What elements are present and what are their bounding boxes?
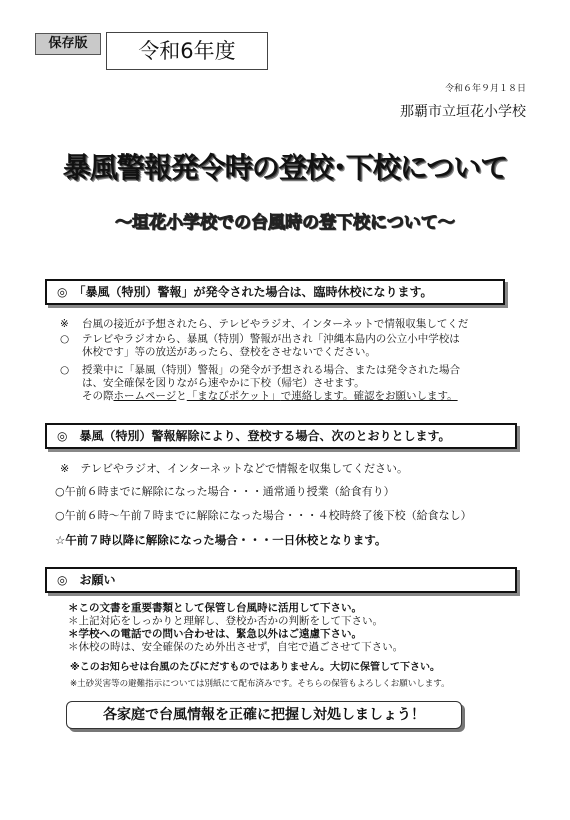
sub-title: ～垣花小学校での台風時の登下校について～ <box>115 213 455 233</box>
section-heading-closure: ◎ 「暴風（特別）警報」が発令された場合は、臨時休校になります。 <box>45 279 505 305</box>
request-item: ＊学校への電話での問い合わせは、緊急以外はご遠慮下さい。 <box>68 628 362 640</box>
list-mark: ○ <box>60 333 70 345</box>
case-item: ○午前６時～午前７時までに解除になった場合・・・４校時終了後下校（給食なし） <box>55 509 472 522</box>
list-item <box>60 364 460 403</box>
list-item <box>60 318 530 331</box>
notice-date: 令和６年９月１８日 <box>444 84 526 94</box>
keep-note: ※このお知らせは台風のたびにだすものではありません。大切に保管して下さい。 <box>70 662 441 673</box>
contact-prefix: その際 <box>82 390 114 402</box>
list-text-cont: 休校です」等の放送があったら、登校をさせないでください。 <box>82 346 376 358</box>
request-item: ＊この文書を重要書類として保管し台風時に活用して下さい。 <box>68 602 362 614</box>
list-item <box>60 333 460 359</box>
case-item: ○午前６時までに解除になった場合・・・通常通り授業（給食有り） <box>55 485 395 498</box>
school-name: 那覇市立垣花小学校 <box>400 104 526 120</box>
section-heading-resume: ◎ 暴風（特別）警報解除により、登校する場合、次のとおりとします。 <box>45 423 517 449</box>
contact-line <box>60 390 460 403</box>
list-text-cont: は、安全確保を図りながら速やかに下校（帰宅）させます。 <box>82 377 365 389</box>
request-item: ＊上記対応をしっかりと理解し、登校か否かの判断をして下さい。 <box>68 615 383 627</box>
archive-badge: 保存版 <box>35 33 101 55</box>
list-text: テレビやラジオから、暴風（特別）警報が出され「沖縄本島内の公立小中学校は <box>82 333 460 345</box>
section-heading-request: ◎ お願い <box>45 567 517 593</box>
contact-middle: と <box>176 390 187 402</box>
list-mark: ※ <box>60 318 69 330</box>
info-note: ※ テレビやラジオ、インターネットなどで情報を収集してください。 <box>60 462 409 475</box>
evacuation-note: ※土砂災害等の避難指示については別紙にて配布済みです。そちらの保管もよろしくお願いします。 <box>70 679 450 689</box>
era-year-box: 令和6年度 <box>106 32 268 70</box>
list-text: 授業中に「暴風（特別）警報」の発令が予想される場合、または発令された場合 <box>82 364 460 376</box>
list-mark: ○ <box>60 364 70 376</box>
manabi-pocket-link[interactable]: 「まなびポケット」 <box>186 390 281 402</box>
contact-suffix: で連絡します。確認をお願いします。 <box>280 390 458 402</box>
homepage-link[interactable]: ホームページ <box>113 390 177 402</box>
case-item-all-day: ☆午前７時以降に解除になった場合・・・一日休校となります。 <box>55 533 387 547</box>
request-item: ＊休校の時は、安全確保のため外出させず，自宅で過ごさせて下さい。 <box>68 641 404 653</box>
list-text: 台風の接近が予想されたら、テレビやラジオ、インターネットで情報収集してくだ <box>82 318 469 330</box>
main-title: 暴風警報発令時の登校･下校について <box>62 151 508 184</box>
closing-banner: 各家庭で台風情報を正確に把握し対処しましょう！ <box>66 701 462 729</box>
